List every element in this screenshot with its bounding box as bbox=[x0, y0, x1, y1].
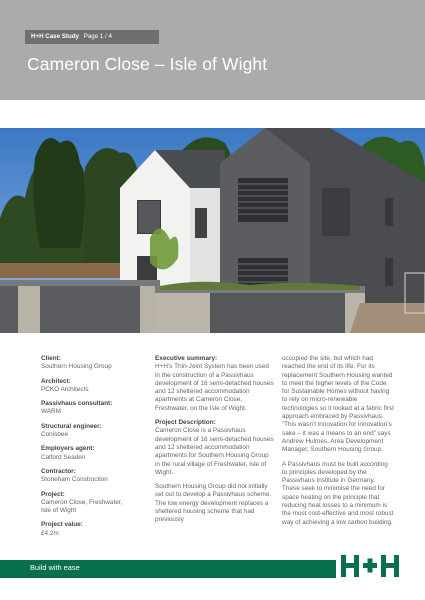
project-info-column bbox=[41, 355, 141, 538]
continued-column bbox=[282, 355, 394, 533]
project-value-label: Project value: bbox=[41, 521, 83, 529]
tagline: Build with ease bbox=[30, 563, 80, 572]
project-value-line1: Cameron Close, Freshwater, bbox=[41, 498, 123, 506]
employers-agent-label: Employers agent: bbox=[41, 445, 95, 453]
employers-agent-value: Calford Seaden bbox=[41, 453, 86, 461]
architect-value: PCKO Architects bbox=[41, 385, 89, 393]
project-description-heading: Project Description: bbox=[155, 419, 216, 427]
consultant-label: Passivhaus consultant: bbox=[41, 400, 113, 408]
project-value-amount: £4.2m bbox=[41, 529, 59, 537]
executive-summary-text: H+H’s Thin-Joint System has been used in the construction of a Passivhaus development of 16 semi-detached houses and 12 sheltered accommodation apartments at Cameron Close, Freshwater, on the Isle of Wight. bbox=[155, 363, 274, 412]
client-value: Southern Housing Group bbox=[41, 363, 112, 371]
architect-label: Architect: bbox=[41, 377, 71, 385]
contractor-value: Stoneham Construction bbox=[41, 476, 108, 484]
summary-column bbox=[155, 355, 275, 531]
continued-paragraph-1: occupied the site, but which had reached the end of its life. For its replacement Southern Housing wanted to meet the higher levels of the Code for Sustainable Homes without having to rely on micro-renewable technologies so it looked at a fabric first approach embraced by Passivhaus. “This wasn’t innovation for innovation’s sake – it was a means to an end” says Andrew Hulmes, Area Development Manager, Southern Housing Group. bbox=[282, 355, 394, 454]
page-title: Cameron Close – Isle of Wight bbox=[27, 54, 268, 74]
project-description-text: Cameron Close is a Passivhaus development of 16 semi-detached houses and 12 sheltered accommodation apartments for Southern Housing Group in the rural village of Freshwater, Isle of Wight. bbox=[155, 427, 274, 476]
project-label: Project: bbox=[41, 490, 65, 498]
footer-bar bbox=[0, 560, 336, 578]
client-label: Client: bbox=[41, 355, 61, 362]
case-study-label: H+H Case Study bbox=[31, 33, 79, 40]
consultant-value: WARM bbox=[41, 408, 61, 416]
hh-logo bbox=[339, 553, 403, 579]
header-band bbox=[0, 0, 425, 100]
engineer-value: Conisbee bbox=[41, 431, 69, 439]
case-study-tag bbox=[25, 30, 159, 44]
footer bbox=[0, 560, 425, 600]
project-description-text-2: Southern Housing Group did not initially set out to develop a Passivhaus scheme. The low energy development replaces a sheltered housing scheme that had previously bbox=[155, 483, 272, 524]
project-value-line2: Isle of Wight bbox=[41, 507, 77, 515]
page-number: Page 1 / 4 bbox=[83, 33, 112, 40]
continued-paragraph-2: A Passivhaus must be built according to principles developed by the Passivhaus Institute in Germany. These seek to minimise the need for space heating on the principle that reducing heat losses to a minimum is the most cost-effective and most robust way of achieving a low carbon building. bbox=[282, 460, 394, 526]
contractor-label: Contractor: bbox=[41, 467, 76, 475]
executive-summary-heading: Executive summary: bbox=[155, 355, 218, 362]
building-photo bbox=[0, 128, 425, 333]
engineer-label: Structural engineer: bbox=[41, 422, 102, 430]
